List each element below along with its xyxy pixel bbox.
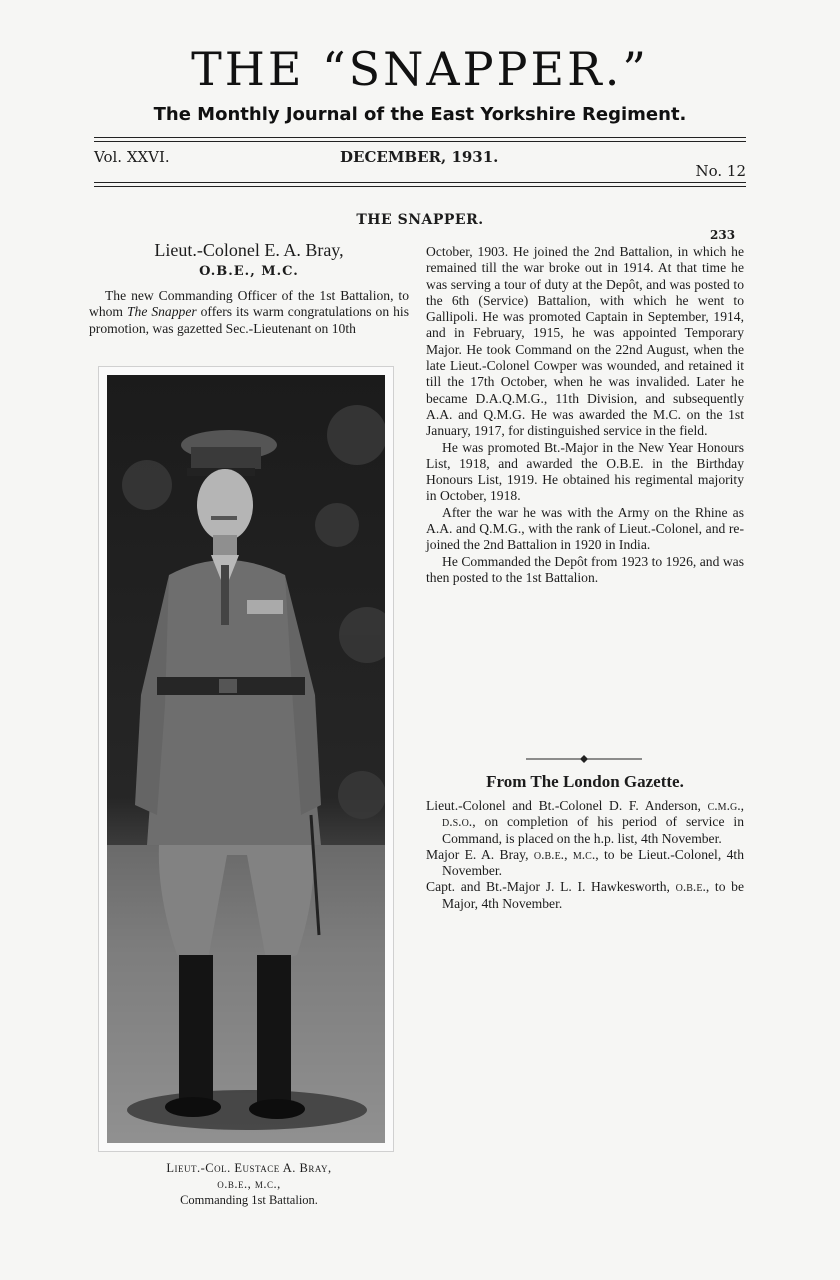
masthead-rule-top-inner	[94, 141, 746, 142]
article-paragraph-3: After the war he was with the Army on the Rhine as A.A. and Q.M.G., with the rank of Lieut.-Colonel, and re-joined the 2nd Battalion in 1920 in India.	[426, 504, 744, 553]
gazette-entry	[426, 798, 744, 847]
section-divider-ornament	[526, 752, 642, 766]
article-paragraph-4: He Commanded the Depôt from 1923 to 1926, and was then posted to the 1st Battalion.	[426, 553, 744, 585]
gazette-entry	[426, 847, 744, 880]
gazette-entry-honours: o.b.e.	[675, 879, 706, 895]
issue-info-row	[94, 148, 746, 180]
gazette-entry-text: , on completion of his period of service in Command, is placed on the h.p. list, 4th November.	[442, 814, 744, 846]
gazette-entry-text: , to be Lieut.-Colonel, 4th November.	[442, 846, 744, 879]
lead-text-end: offers its warm congratulations on his promotion, was gazetted Sec.-Lieutenant on 10th	[89, 304, 409, 336]
gazette-entries	[426, 798, 744, 912]
gazette-entry	[426, 879, 744, 912]
volume-number: Vol. XXVI.	[94, 148, 170, 166]
lead-text-italic: The Snapper	[126, 304, 197, 320]
gazette-entry-text: Capt. and Bt.-Major J. L. I. Hawkesworth,	[426, 879, 676, 895]
article-paragraph-1: October, 1903. He joined the 2nd Battalion, in which he remained till the war broke out in 1914. At that time he was serving a tour of duty at the Depôt, and was posted to the 6th (Service) Battalion, with which he went to Gallipoli. He was promoted Captain in September, 1914, and in February, 1915, he was appointed Temporary Major. He took Command on the 22nd August, when the late Lieut.-Colonel Cowper was wounded, and retained it till the 17th October, when he was invalided. Later he became D.A.Q.M.G., 11th Division, and subsequently A.A. and Q.M.G. He was awarded the M.C. on the 1st January, 1917, for distinguished service in the field.	[426, 244, 744, 439]
caption-role: Commanding 1st Battalion.	[180, 1193, 318, 1207]
lead-text-start: The new Commanding Officer of the 1st Battalion, to whom	[89, 288, 409, 320]
article-honours: O.B.E., M.C.	[199, 264, 299, 279]
gazette-heading: From The London Gazette.	[486, 772, 684, 791]
caption-honours: o.b.e., m.c.,	[217, 1177, 281, 1191]
masthead-rule-bottom	[94, 182, 746, 183]
gazette-entry-text: Lieut.-Colonel and Bt.-Colonel D. F. Anderson,	[426, 798, 708, 813]
article-continuation	[426, 244, 744, 586]
portrait-photo	[98, 366, 394, 1152]
caption-name: Lieut.-Col. Eustace A. Bray,	[166, 1161, 332, 1175]
gazette-entry-text: , to be Major, 4th November.	[442, 879, 744, 911]
article-heading: Lieut.-Colonel E. A. Bray,	[154, 240, 344, 260]
officer-portrait-image	[107, 375, 385, 1143]
gazette-entry-text: Major E. A. Bray,	[426, 846, 534, 862]
issue-date: DECEMBER, 1931.	[340, 148, 499, 166]
article-lead-paragraph	[89, 288, 409, 337]
masthead-rule-bottom-inner	[94, 186, 746, 187]
running-head: THE SNAPPER.	[356, 212, 484, 228]
journal-title: THE “SNAPPER.”	[191, 42, 649, 96]
issue-number: No. 12	[695, 162, 746, 180]
gazette-entry-honours: c.m.g., d.s.o.	[442, 798, 744, 830]
gazette-entry-honours: o.b.e., m.c.	[533, 846, 596, 862]
photo-caption	[89, 1160, 409, 1208]
masthead-rule-top	[94, 137, 746, 138]
article-paragraph-2: He was promoted Bt.-Major in the New Year Honours List, 1918, and awarded the O.B.E. in the Birthday Honours List, 1919. He obtained his regimental majority in October, 1918.	[426, 439, 744, 504]
journal-subtitle: The Monthly Journal of the East Yorkshire Regiment.	[153, 104, 687, 125]
page-number: 233	[710, 228, 736, 242]
